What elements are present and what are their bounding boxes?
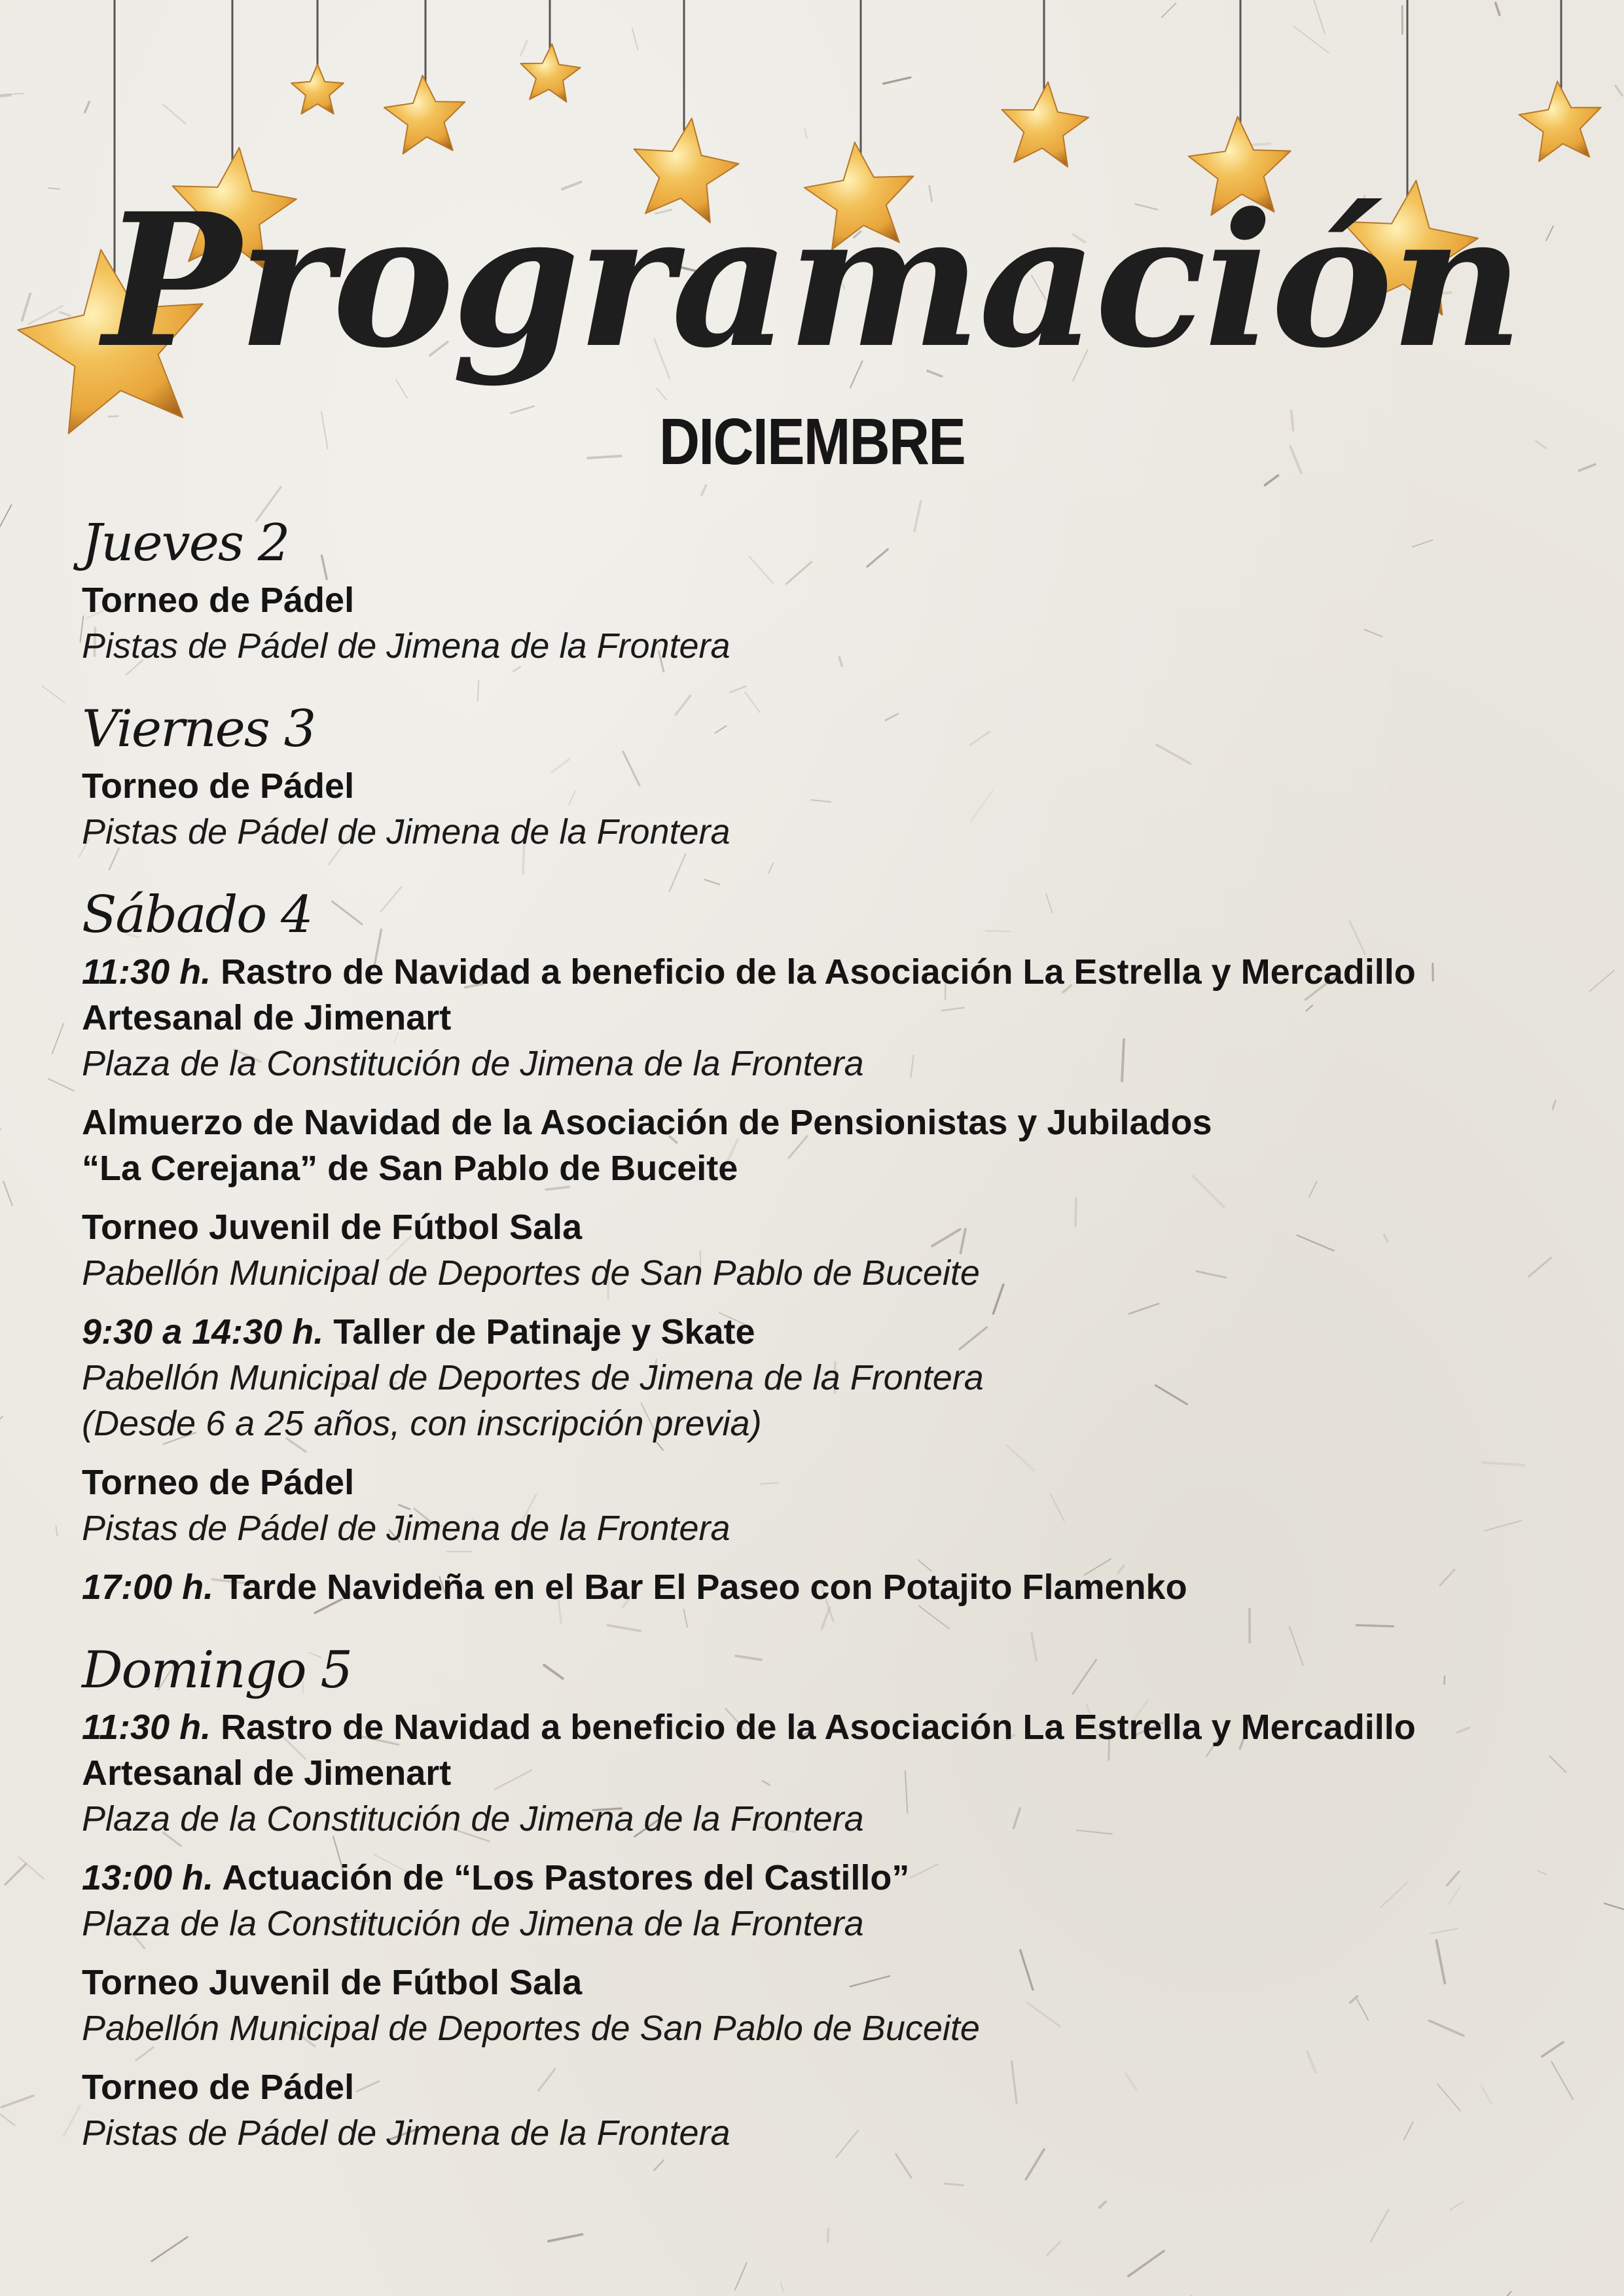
event-title: Rastro de Navidad a beneficio de la Asociación La Estrella y Mercadillo: [221, 1708, 1416, 1747]
event-title: Torneo Juvenil de Fútbol Sala: [82, 1208, 583, 1247]
event-location: Plaza de la Constitución de Jimena de la Frontera: [82, 1904, 864, 1943]
event-title-line: [82, 1704, 1561, 1750]
event-title: Torneo Juvenil de Fútbol Sala: [82, 1963, 583, 2002]
event-time: 11:30 h.: [82, 952, 211, 992]
paper-fiber: [63, 2106, 80, 2136]
event-note: (Desde 6 a 25 años, con inscripción previa): [82, 1404, 762, 1443]
event-time: 13:00 h.: [82, 1858, 214, 1897]
event-item: [82, 1855, 1561, 1946]
paper-fiber: [1128, 2251, 1164, 2276]
event-title: Tarde Navideña en el Bar El Paseo con Potajito Flamenko: [223, 1568, 1187, 1607]
paper-fiber: [654, 2161, 663, 2170]
event-item: [82, 949, 1561, 1086]
paper-fiber: [1492, 2291, 1511, 2296]
paper-fiber: [735, 2263, 747, 2289]
day-section: [82, 509, 1561, 669]
day-section: [82, 1636, 1561, 2156]
paper-fiber: [1047, 2242, 1060, 2255]
paper-fiber: [1450, 2202, 1463, 2210]
event-title: Actuación de “Los Pastores del Castillo”: [222, 1858, 910, 1897]
event-title: Torneo de Pádel: [82, 581, 355, 620]
event-item: [82, 1100, 1561, 1191]
event-location: Pabellón Municipal de Deportes de San Pablo de Buceite: [82, 1253, 980, 1293]
paper-fiber: [1590, 971, 1614, 992]
page-subtitle: DICIEMBRE: [659, 405, 965, 478]
hanging-gold-star-icon: [1519, 81, 1601, 161]
paper-fiber: [48, 1079, 74, 1090]
paper-fiber: [945, 2183, 964, 2185]
event-location: Pistas de Pádel de Jimena de la Frontera: [82, 812, 731, 852]
event-item: [82, 1460, 1561, 1551]
event-title: Almuerzo de Navidad de la Asociación de Pensionistas y Jubilados: [82, 1103, 1212, 1142]
event-time: 17:00 h.: [82, 1568, 214, 1607]
paper-fiber: [0, 2114, 14, 2125]
hanging-gold-star-icon: [1002, 82, 1089, 167]
day-section: [82, 695, 1561, 855]
paper-fiber: [43, 686, 65, 702]
event-location: Plaza de la Constitución de Jimena de la Frontera: [82, 1044, 864, 1083]
event-title-line: [82, 1309, 1561, 1355]
event-time: 9:30 a 14:30 h.: [82, 1312, 324, 1352]
event-location: Pabellón Municipal de Deportes de San Pablo de Buceite: [82, 2009, 980, 2048]
hanging-gold-star-icon: [291, 64, 344, 114]
event-location: Pistas de Pádel de Jimena de la Frontera: [82, 626, 731, 666]
event-title-continued: “La Cerejana” de San Pablo de Buceite: [82, 1149, 738, 1188]
program-list: [82, 509, 1561, 2156]
event-location: Pistas de Pádel de Jimena de la Frontera: [82, 2113, 731, 2153]
event-title-line: [82, 949, 1561, 995]
paper-fiber: [1371, 2210, 1388, 2242]
page-title: Programación: [103, 173, 1521, 389]
event-item: [82, 2064, 1561, 2156]
paper-fiber: [0, 1416, 3, 1428]
paper-fiber: [152, 2237, 188, 2261]
event-item: [82, 577, 1561, 669]
event-item: [82, 1704, 1561, 1842]
day-heading: Viernes 3: [82, 700, 316, 759]
paper-fiber: [780, 2282, 783, 2292]
event-item: [82, 1309, 1561, 1446]
event-title-line: [82, 1855, 1561, 1901]
event-title: Rastro de Navidad a beneficio de la Asociación La Estrella y Mercadillo: [221, 952, 1416, 992]
event-item: [82, 1564, 1561, 1610]
paper-fiber: [0, 1129, 1, 1142]
event-location: Pabellón Municipal de Deportes de Jimena de la Frontera: [82, 1358, 984, 1397]
day-heading: Sábado 4: [82, 886, 312, 944]
paper-fiber: [828, 2229, 829, 2243]
hanging-gold-star-icon: [521, 44, 581, 102]
event-item: [82, 763, 1561, 855]
paper-fiber: [896, 2154, 912, 2178]
event-location: Plaza de la Constitución de Jimena de la Frontera: [82, 1799, 864, 1839]
paper-fiber: [1, 2096, 33, 2107]
event-time: 11:30 h.: [82, 1708, 211, 1747]
paper-fiber: [0, 505, 12, 531]
paper-fiber: [549, 2234, 583, 2241]
paper-fiber: [5, 1864, 26, 1884]
day-heading: Domingo 5: [82, 1641, 352, 1700]
paper-fiber: [52, 1024, 64, 1054]
day-section: [82, 881, 1561, 1610]
event-title: Torneo de Pádel: [82, 766, 355, 806]
event-item: [82, 1960, 1561, 2051]
paper-fiber: [1100, 2202, 1106, 2208]
paper-fiber: [56, 1526, 57, 1536]
paper-fiber: [3, 1181, 12, 1206]
event-title: Torneo de Pádel: [82, 2068, 355, 2107]
event-title-continued: Artesanal de Jimenart: [82, 1753, 452, 1793]
event-title-line: [82, 1564, 1561, 1610]
event-title: Torneo de Pádel: [82, 1463, 355, 1502]
event-title-continued: Artesanal de Jimenart: [82, 998, 452, 1037]
event-location: Pistas de Pádel de Jimena de la Frontera: [82, 1509, 731, 1548]
event-title: Taller de Patinaje y Skate: [333, 1312, 755, 1352]
day-heading: Jueves 2: [82, 514, 289, 573]
event-item: [82, 1204, 1561, 1296]
paper-fiber: [1604, 1903, 1624, 1912]
hanging-gold-star-icon: [384, 75, 465, 154]
